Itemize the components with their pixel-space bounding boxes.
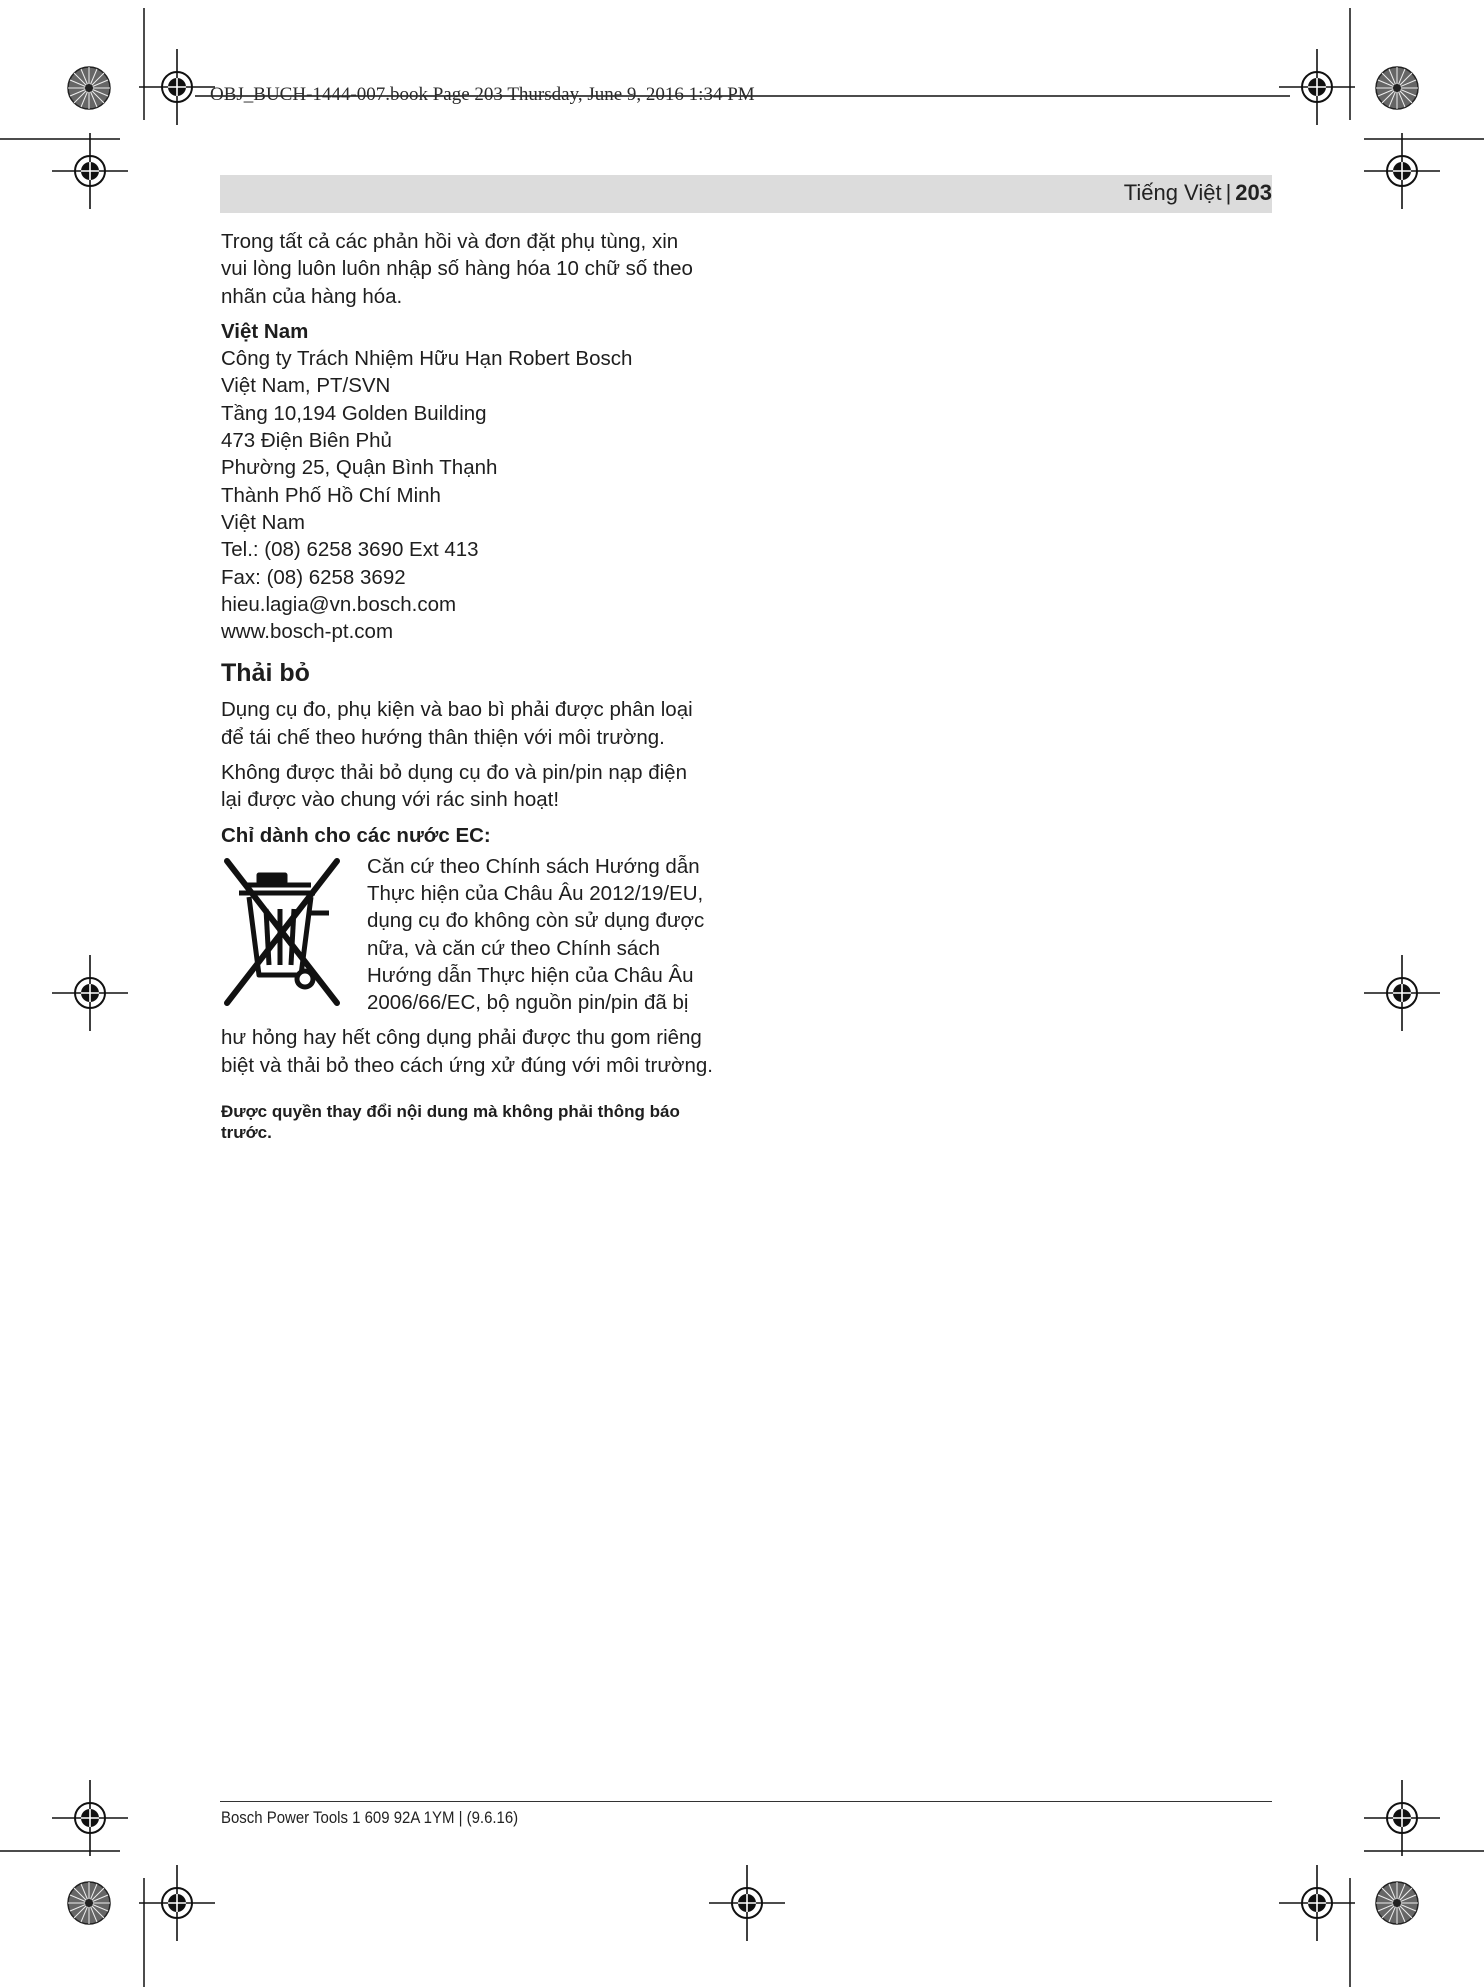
running-head-language: Tiếng Việt (1123, 180, 1222, 205)
registration-mark-lower-right (1364, 1780, 1440, 1856)
registration-mark-upper-left (52, 133, 128, 209)
page-number: 203 (1235, 180, 1272, 205)
registration-mark-top-left (139, 49, 215, 125)
footer-rule (220, 1801, 1272, 1802)
disposal-paragraph-1: Dụng cụ đo, phụ kiện và bao bì phải được phân loại để tái chế theo hướng thân thiện với môi trường. (221, 698, 693, 749)
registration-mark-lower-left (52, 1780, 128, 1856)
email-address: hieu.lagia@vn.bosch.com (221, 592, 457, 616)
intro-paragraph: Trong tất cả các phản hồi và đơn đặt phụ tùng, xin vui lòng luôn luôn nhập số hàng hóa 10 chữ số theo nhãn của hàng hóa. (221, 230, 693, 308)
footer-text: Bosch Power Tools 1 609 92A 1YM | (9.6.16) (221, 1808, 519, 1827)
header-band (220, 175, 1272, 213)
fax-number: Fax: (08) 6258 3692 (221, 565, 406, 589)
registration-mark-bottom-left (139, 1865, 215, 1941)
registration-mark-middle-right (1364, 955, 1440, 1031)
weee-text-continued: hư hỏng hay hết công dụng phải được thu gom riêng biệt và thải bỏ theo cách ứng xử đúng với môi trường. (221, 1026, 713, 1077)
registration-mark-upper-right (1364, 133, 1440, 209)
website: www.bosch-pt.com (221, 620, 394, 644)
registration-mark-top-right (1279, 49, 1355, 125)
registration-mark-bottom-right (1279, 1865, 1355, 1941)
registration-mark-middle-left (52, 955, 128, 1031)
text-column (221, 228, 731, 1143)
crossed-out-wheelie-bin-icon (221, 857, 343, 1007)
book-file-header: OBJ_BUCH-1444-007.book Page 203 Thursday, June 9, 2016 1:34 PM (210, 84, 755, 105)
registration-mark-bottom-center (709, 1865, 785, 1941)
registration-star-top-right (1376, 67, 1418, 109)
disposal-paragraph-2: Không được thải bỏ dụng cụ đo và pin/pin nạp điện lại được vào chung với rác sinh hoạt! (221, 761, 687, 812)
ec-heading: Chỉ dành cho các nước EC: (221, 823, 491, 847)
weee-notice (221, 853, 731, 1017)
registration-star-bottom-right (1376, 1882, 1418, 1924)
contact-heading: Việt Nam (221, 319, 309, 343)
registration-star-bottom-left (68, 1882, 110, 1924)
contact-address: Việt Nam Công ty Trách Nhiệm Hữu Hạn Robert Bosch Việt Nam, PT/SVN Tầng 10,194 Golden Building 473 Điện Biên Phủ Phường 25, Quận Bình Thạnh Thành Phố Hồ Chí Minh Việt Nam Tel.: (08) 6258 3690 Ext 413 Fax: (08) 6258 3692 hieu.lagia@vn.bosch.com www.bosch-pt.com (221, 318, 731, 646)
phone-number: Tel.: (08) 6258 3690 Ext 413 (221, 538, 479, 562)
running-head: Tiếng Việt | 203 (1123, 180, 1272, 205)
disposal-title: Thải bỏ (221, 659, 310, 688)
registration-star-top-left (68, 67, 110, 109)
weee-text: Căn cứ theo Chính sách Hướng dẫn Thực hiện của Châu Âu 2012/19/EU, dụng cụ đo không còn sử dụng được nữa, và căn cứ theo Chính sách Hướng dẫn Thực hiện của Châu Âu 2006/66/EC, bộ nguồn pin/pin đã bị (367, 854, 705, 1015)
change-notice: Được quyền thay đổi nội dung mà không phải thông báo trước. (221, 1102, 680, 1143)
